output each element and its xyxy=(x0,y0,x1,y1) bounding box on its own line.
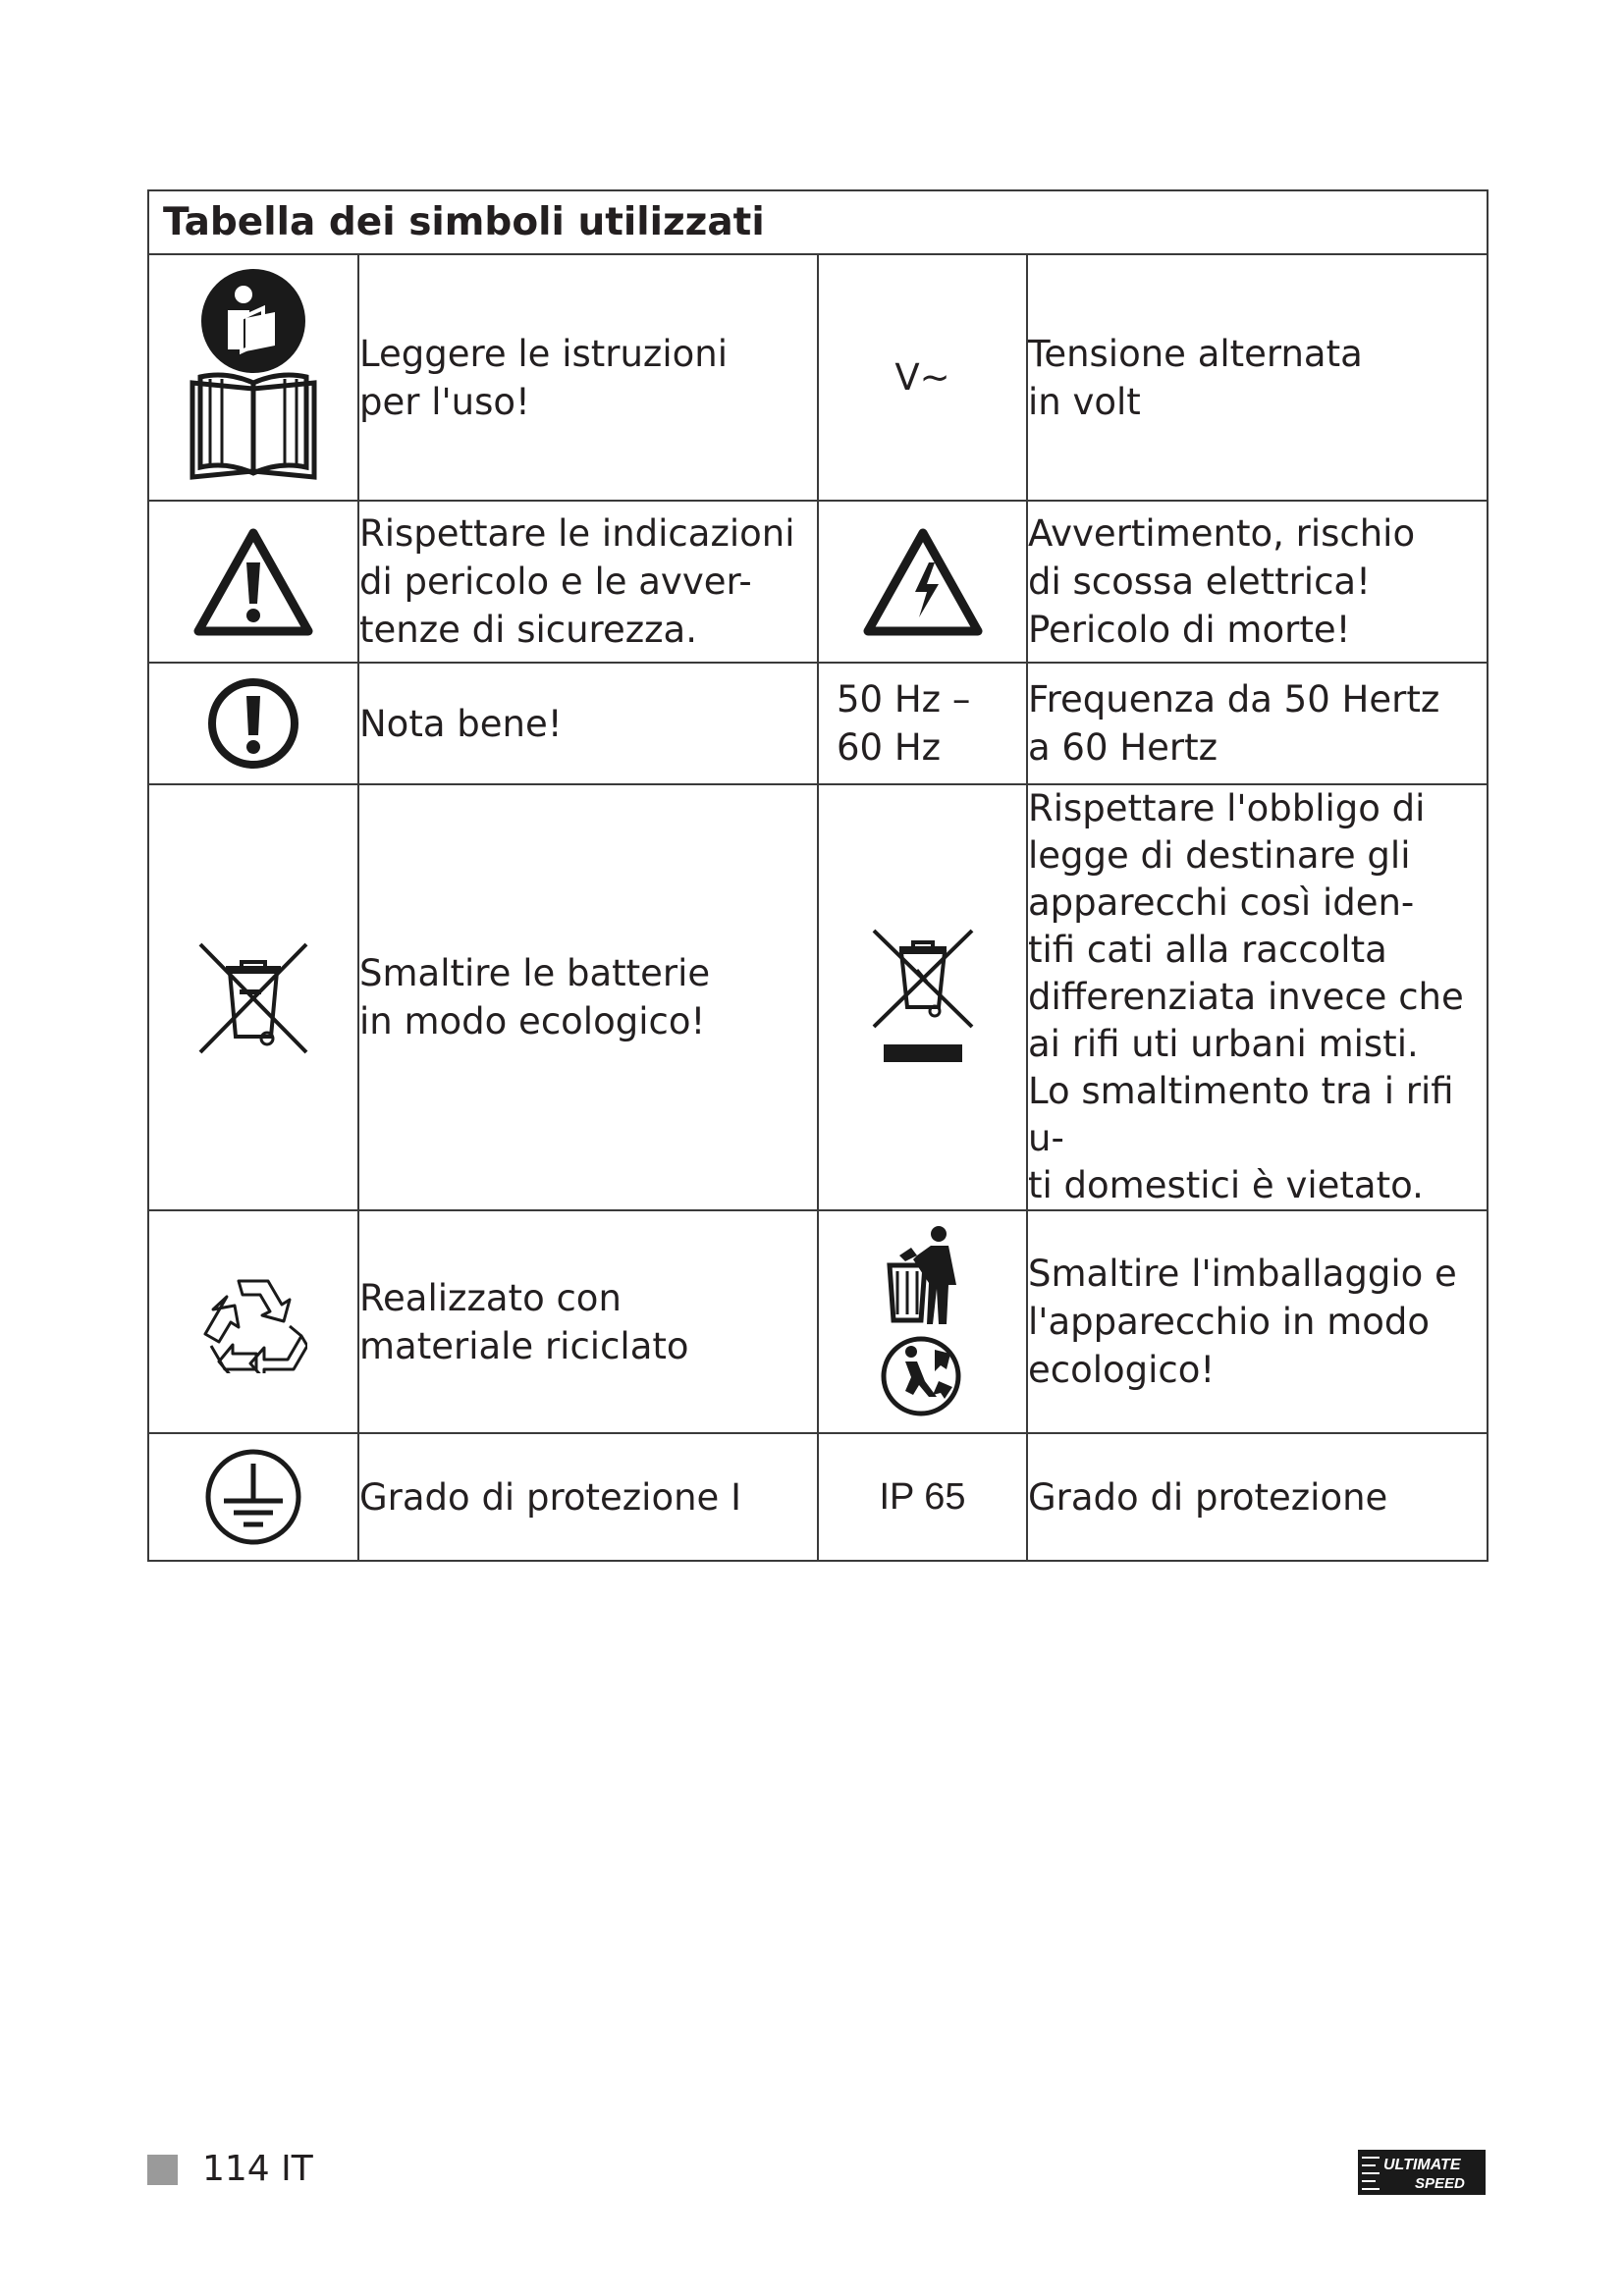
electric-shock-description: Avvertimento, rischio di scossa elettrica! Pericolo di morte! xyxy=(1027,501,1488,663)
table-title: Tabella dei simboli utilizzati xyxy=(148,190,1488,254)
read-manual-description: Leggere le istruzioni per l'uso! xyxy=(358,254,818,501)
read-manual-icon xyxy=(148,254,358,501)
frequency-symbol: 50 Hz – 60 Hz xyxy=(818,663,1027,784)
table-row xyxy=(148,663,1488,784)
table-row xyxy=(148,254,1488,501)
language-code: IT xyxy=(281,2149,313,2189)
svg-text:SPEED: SPEED xyxy=(1415,2175,1465,2192)
weee-description: Rispettare l'obbligo di legge di destinare gli apparecchi così iden- tifi cati alla raccolta differenziata invece che ai rifi uti urbani misti. Lo smaltimento tra i rifi u- ti domestici è vietato. xyxy=(1027,784,1488,1210)
voltage-ac-description: Tensione alternata in volt xyxy=(1027,254,1488,501)
frequency-description: Frequenza da 50 Hertz a 60 Hertz xyxy=(1027,663,1488,784)
page-number: 114 xyxy=(202,2149,270,2189)
table-row xyxy=(148,1210,1488,1433)
ip-rating-symbol: IP 65 xyxy=(818,1433,1027,1561)
ultimate-speed-logo xyxy=(1358,2150,1486,2195)
crossed-bin-bar-icon xyxy=(818,784,1027,1210)
attention-circle-icon xyxy=(148,663,358,784)
page-footer xyxy=(202,2148,313,2191)
symbols-table xyxy=(147,189,1489,1562)
battery-disposal-description: Smaltire le batterie in modo ecologico! xyxy=(358,784,818,1210)
warning-triangle-icon xyxy=(148,501,358,663)
dispose-properly-icon xyxy=(818,1210,1027,1433)
note-description: Nota bene! xyxy=(358,663,818,784)
protective-earth-icon xyxy=(148,1433,358,1561)
recycled-material-description: Realizzato con materiale riciclato xyxy=(358,1210,818,1433)
warning-description: Rispettare le indicazioni di pericolo e le avver- tenze di sicurezza. xyxy=(358,501,818,663)
crossed-bin-icon xyxy=(148,784,358,1210)
table-row xyxy=(148,784,1488,1210)
electric-shock-warning-icon xyxy=(818,501,1027,663)
svg-text:ULTIMATE: ULTIMATE xyxy=(1383,2157,1461,2173)
ip-rating-description: Grado di protezione xyxy=(1027,1433,1488,1561)
protection-class-description: Grado di protezione I xyxy=(358,1433,818,1561)
footer-marker xyxy=(147,2155,178,2185)
voltage-ac-symbol: V~ xyxy=(818,254,1027,501)
recycle-icon xyxy=(148,1210,358,1433)
packaging-disposal-description: Smaltire l'imballaggio e l'apparecchio in modo ecologico! xyxy=(1027,1210,1488,1433)
table-row xyxy=(148,501,1488,663)
table-row xyxy=(148,1433,1488,1561)
